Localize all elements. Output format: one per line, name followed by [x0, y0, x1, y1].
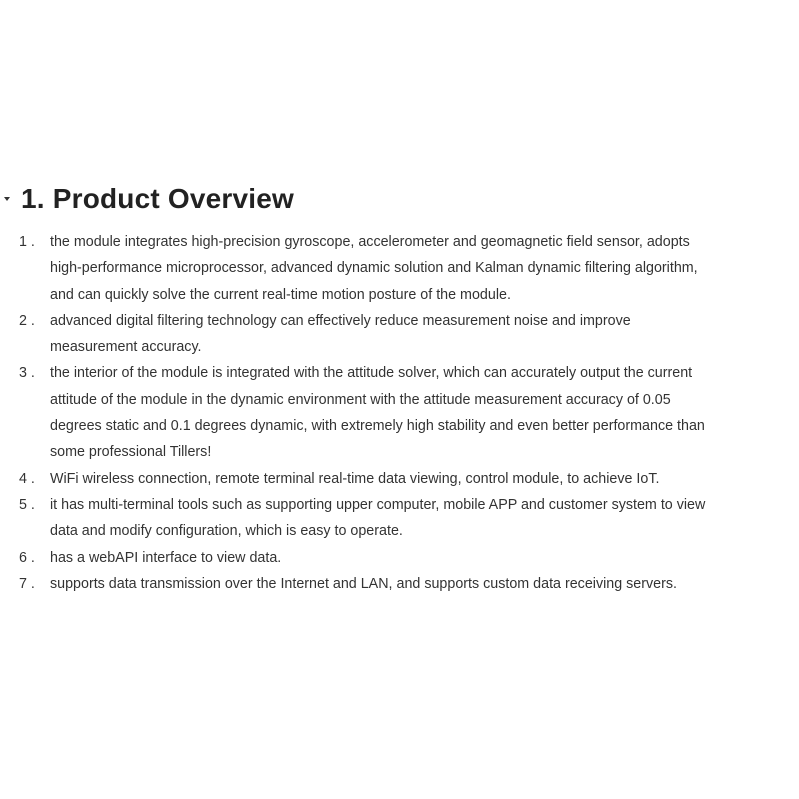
collapse-toggle-icon[interactable] [4, 197, 10, 201]
list-item [0, 571, 799, 597]
list-item-number: 5 . [19, 496, 35, 513]
list-item-text: attitude of the module in the dynamic environment with the attitude measurement accuracy of 0.05 [50, 391, 671, 408]
list-item-text: has a webAPI interface to view data. [50, 549, 282, 566]
list-item-text: the module integrates high-precision gyroscope, accelerometer and geomagnetic field sensor, adopts [50, 234, 690, 250]
list-item-text: WiFi wireless connection, remote terminal real-time data viewing, control module, to achieve IoT. [50, 470, 660, 487]
list-item [0, 360, 799, 465]
list-item [0, 492, 799, 545]
list-item [0, 466, 799, 492]
list-item-text: and can quickly solve the current real-time motion posture of the module. [50, 286, 511, 303]
list-item-number: 2 . [19, 312, 35, 329]
list-item [0, 229, 799, 308]
list-item-text: supports data transmission over the Internet and LAN, and supports custom data receiving servers. [50, 575, 678, 592]
list-item-text: some professional Tillers! [50, 444, 212, 461]
list-item-text: data and modify configuration, which is easy to operate. [50, 523, 403, 540]
list-item-text: advanced digital filtering technology can effectively reduce measurement noise and improve [50, 312, 631, 329]
list-item-text: it has multi-terminal tools such as supporting upper computer, mobile APP and customer system to view [50, 496, 706, 513]
list-item-text: measurement accuracy. [50, 339, 202, 356]
list-item [0, 545, 799, 571]
list-item-number: 4 . [19, 470, 35, 487]
list-item-text: high-performance microprocessor, advanced dynamic solution and Kalman dynamic filtering algorithm, [50, 260, 698, 277]
list-item-number: 7 . [19, 575, 35, 592]
list-item-number: 1 . [19, 234, 35, 250]
list-item-text: degrees static and 0.1 degrees dynamic, with extremely high stability and even better performance than [50, 418, 705, 435]
list-item-number: 6 . [19, 549, 35, 566]
list-item [0, 308, 799, 361]
feature-list [0, 229, 799, 597]
list-item-text: the interior of the module is integrated with the attitude solver, which can accurately output the current [50, 365, 693, 382]
section-heading: 1. Product Overview [21, 183, 295, 214]
list-item-number: 3 . [19, 365, 35, 382]
